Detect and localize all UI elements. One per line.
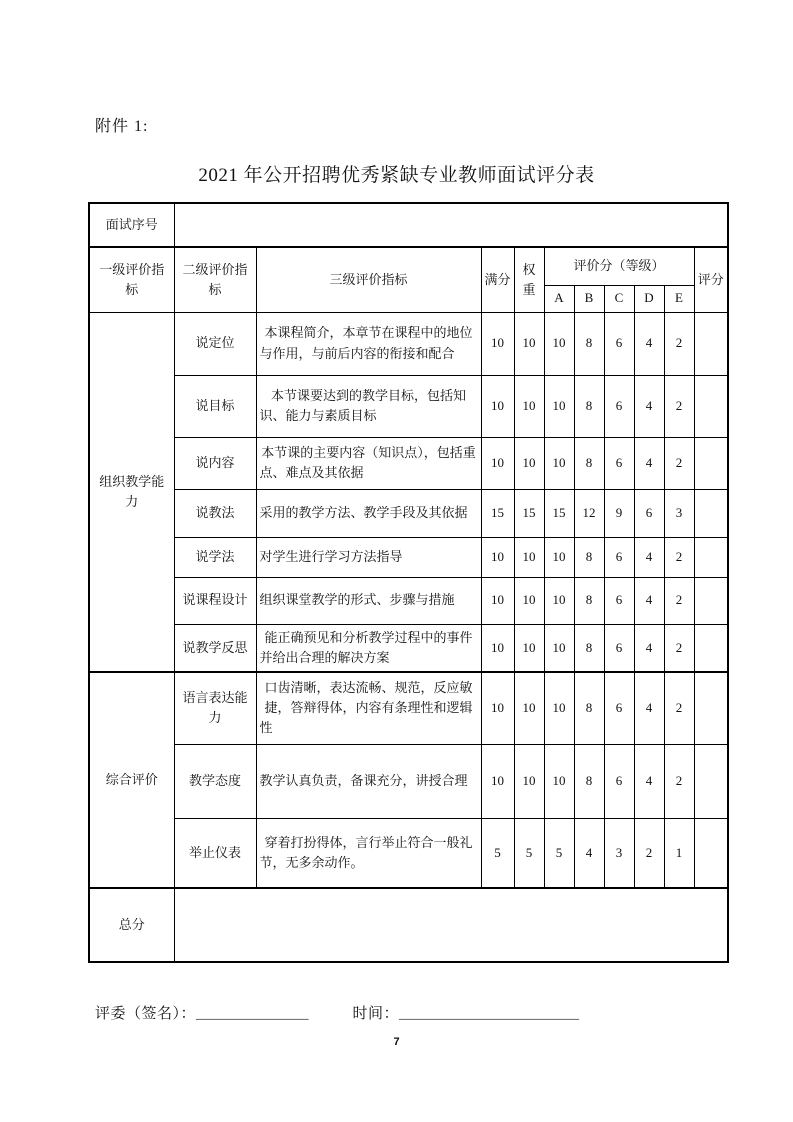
grade-e-cell: 2 xyxy=(664,744,694,818)
grade-e-cell: 2 xyxy=(664,537,694,577)
weight-cell: 10 xyxy=(514,437,544,489)
grade-e-cell: 2 xyxy=(664,672,694,744)
grade-a-cell: 10 xyxy=(544,375,574,437)
indicator-cell: 说定位 xyxy=(174,312,256,375)
score-cell xyxy=(694,744,728,818)
grade-b-cell: 8 xyxy=(574,624,604,672)
indicator-cell: 说学法 xyxy=(174,537,256,577)
grade-c-cell: 6 xyxy=(604,744,634,818)
attachment-label: 附件 1: xyxy=(95,118,149,135)
grade-a-cell: 10 xyxy=(544,312,574,375)
footer xyxy=(95,1002,579,1023)
grade-d-cell: 4 xyxy=(634,437,664,489)
score-cell xyxy=(694,672,728,744)
grade-c-cell: 6 xyxy=(604,537,634,577)
grade-c-cell: 9 xyxy=(604,489,634,537)
grade-d-cell: 4 xyxy=(634,624,664,672)
description-cell: 本节课的主要内容（知识点），包括重点、难点及其依据 xyxy=(256,437,481,489)
score-cell xyxy=(694,537,728,577)
weight-cell: 15 xyxy=(514,489,544,537)
full-score-cell: 10 xyxy=(481,537,514,577)
grade-a-cell: 10 xyxy=(544,577,574,624)
full-score-cell: 10 xyxy=(481,312,514,375)
grade-d-cell: 4 xyxy=(634,672,664,744)
table-row xyxy=(89,537,728,577)
header-level3: 三级评价指标 xyxy=(256,247,481,312)
score-cell xyxy=(694,437,728,489)
time-line: ________________________ xyxy=(399,1006,580,1022)
header-grade-group: 评价分（等级） xyxy=(544,247,694,285)
table-row xyxy=(89,672,728,744)
score-cell xyxy=(694,624,728,672)
weight-cell: 10 xyxy=(514,624,544,672)
grade-d-cell: 4 xyxy=(634,537,664,577)
description-cell: 本课程简介，本章节在课程中的地位与作用，与前后内容的衔接和配合 xyxy=(256,312,481,375)
description-cell: 穿着打扮得体，言行举止符合一般礼节，无多余动作。 xyxy=(256,818,481,888)
grade-b-cell: 8 xyxy=(574,375,604,437)
header-grade-d: D xyxy=(634,285,664,312)
grade-b-cell: 8 xyxy=(574,312,604,375)
page-number: 7 xyxy=(393,1036,400,1048)
header-full-score: 满分 xyxy=(481,247,514,312)
grade-e-cell: 2 xyxy=(664,312,694,375)
grade-c-cell: 6 xyxy=(604,624,634,672)
header-score: 评分 xyxy=(694,247,728,312)
judge-signature-label: 评委（签名）： xyxy=(95,1006,197,1022)
grade-a-cell: 10 xyxy=(544,744,574,818)
table-row xyxy=(89,888,728,962)
grade-e-cell: 1 xyxy=(664,818,694,888)
indicator-cell: 说课程设计 xyxy=(174,577,256,624)
grade-b-cell: 8 xyxy=(574,537,604,577)
table-row xyxy=(89,624,728,672)
grade-d-cell: 4 xyxy=(634,744,664,818)
grade-d-cell: 4 xyxy=(634,577,664,624)
grade-a-cell: 10 xyxy=(544,624,574,672)
table-row xyxy=(89,489,728,537)
score-cell xyxy=(694,375,728,437)
grade-a-cell: 15 xyxy=(544,489,574,537)
indicator-cell: 教学态度 xyxy=(174,744,256,818)
weight-cell: 10 xyxy=(514,312,544,375)
grade-c-cell: 3 xyxy=(604,818,634,888)
interview-number-label: 面试序号 xyxy=(89,203,174,247)
indicator-cell: 说教法 xyxy=(174,489,256,537)
full-score-cell: 10 xyxy=(481,577,514,624)
grade-a-cell: 10 xyxy=(544,437,574,489)
grade-b-cell: 8 xyxy=(574,577,604,624)
grade-a-cell: 10 xyxy=(544,672,574,744)
total-score-value-cell xyxy=(174,888,728,962)
description-cell: 对学生进行学习方法指导 xyxy=(256,537,481,577)
header-grade-a: A xyxy=(544,285,574,312)
grade-b-cell: 8 xyxy=(574,437,604,489)
table-row xyxy=(89,577,728,624)
interview-number-value-cell xyxy=(174,203,728,247)
weight-cell: 5 xyxy=(514,818,544,888)
weight-cell: 10 xyxy=(514,577,544,624)
description-cell: 教学认真负责，备课充分，讲授合理 xyxy=(256,744,481,818)
grade-e-cell: 2 xyxy=(664,577,694,624)
description-cell: 组织课堂教学的形式、步骤与措施 xyxy=(256,577,481,624)
total-score-label: 总分 xyxy=(89,888,174,962)
description-cell: 能正确预见和分析教学过程中的事件并给出合理的解决方案 xyxy=(256,624,481,672)
score-cell xyxy=(694,818,728,888)
grade-c-cell: 6 xyxy=(604,375,634,437)
table-row xyxy=(89,375,728,437)
weight-cell: 10 xyxy=(514,744,544,818)
section2-name-cell: 综合评价 xyxy=(89,672,174,888)
grade-e-cell: 3 xyxy=(664,489,694,537)
time-label: 时间： xyxy=(352,1006,400,1022)
header-grade-c: C xyxy=(604,285,634,312)
description-cell: 采用的教学方法、教学手段及其依据 xyxy=(256,489,481,537)
document-title: 2021 年公开招聘优秀紧缺专业教师面试评分表 xyxy=(198,165,595,186)
full-score-cell: 5 xyxy=(481,818,514,888)
full-score-cell: 10 xyxy=(481,437,514,489)
header-weight: 权重 xyxy=(514,247,544,312)
score-cell xyxy=(694,489,728,537)
header-grade-e: E xyxy=(664,285,694,312)
full-score-cell: 10 xyxy=(481,624,514,672)
header-level1: 一级评价指标 xyxy=(89,247,174,312)
indicator-cell: 说教学反思 xyxy=(174,624,256,672)
header-level2: 二级评价指标 xyxy=(174,247,256,312)
weight-cell: 10 xyxy=(514,375,544,437)
full-score-cell: 10 xyxy=(481,375,514,437)
grade-e-cell: 2 xyxy=(664,375,694,437)
table-row xyxy=(89,203,728,247)
full-score-cell: 10 xyxy=(481,672,514,744)
grade-e-cell: 2 xyxy=(664,624,694,672)
grade-a-cell: 5 xyxy=(544,818,574,888)
full-score-cell: 10 xyxy=(481,744,514,818)
indicator-cell: 语言表达能力 xyxy=(174,672,256,744)
grade-c-cell: 6 xyxy=(604,437,634,489)
weight-cell: 10 xyxy=(514,537,544,577)
description-cell: 本节课要达到的教学目标，包括知识、能力与素质目标 xyxy=(256,375,481,437)
grade-b-cell: 8 xyxy=(574,744,604,818)
full-score-cell: 15 xyxy=(481,489,514,537)
grade-e-cell: 2 xyxy=(664,437,694,489)
grade-c-cell: 6 xyxy=(604,577,634,624)
header-grade-b: B xyxy=(574,285,604,312)
table-row xyxy=(89,818,728,888)
table-row xyxy=(89,744,728,818)
grade-b-cell: 4 xyxy=(574,818,604,888)
grade-b-cell: 12 xyxy=(574,489,604,537)
table-row xyxy=(89,312,728,375)
grade-d-cell: 4 xyxy=(634,375,664,437)
score-cell xyxy=(694,312,728,375)
weight-cell: 10 xyxy=(514,672,544,744)
table-header-row xyxy=(89,247,728,285)
section1-name-cell: 组织教学能力 xyxy=(89,312,174,672)
description-cell: 口齿清晰，表达流畅、规范，反应敏捷，答辩得体，内容有条理性和逻辑性 xyxy=(256,672,481,744)
indicator-cell: 说目标 xyxy=(174,375,256,437)
grade-c-cell: 6 xyxy=(604,672,634,744)
indicator-cell: 说内容 xyxy=(174,437,256,489)
table-row xyxy=(89,437,728,489)
grade-b-cell: 8 xyxy=(574,672,604,744)
grade-c-cell: 6 xyxy=(604,312,634,375)
score-cell xyxy=(694,577,728,624)
grade-d-cell: 4 xyxy=(634,312,664,375)
grade-a-cell: 10 xyxy=(544,537,574,577)
judge-signature-line: _______________ xyxy=(196,1006,309,1022)
indicator-cell: 举止仪表 xyxy=(174,818,256,888)
grade-d-cell: 2 xyxy=(634,818,664,888)
interview-scoring-table xyxy=(88,202,729,963)
grade-d-cell: 6 xyxy=(634,489,664,537)
